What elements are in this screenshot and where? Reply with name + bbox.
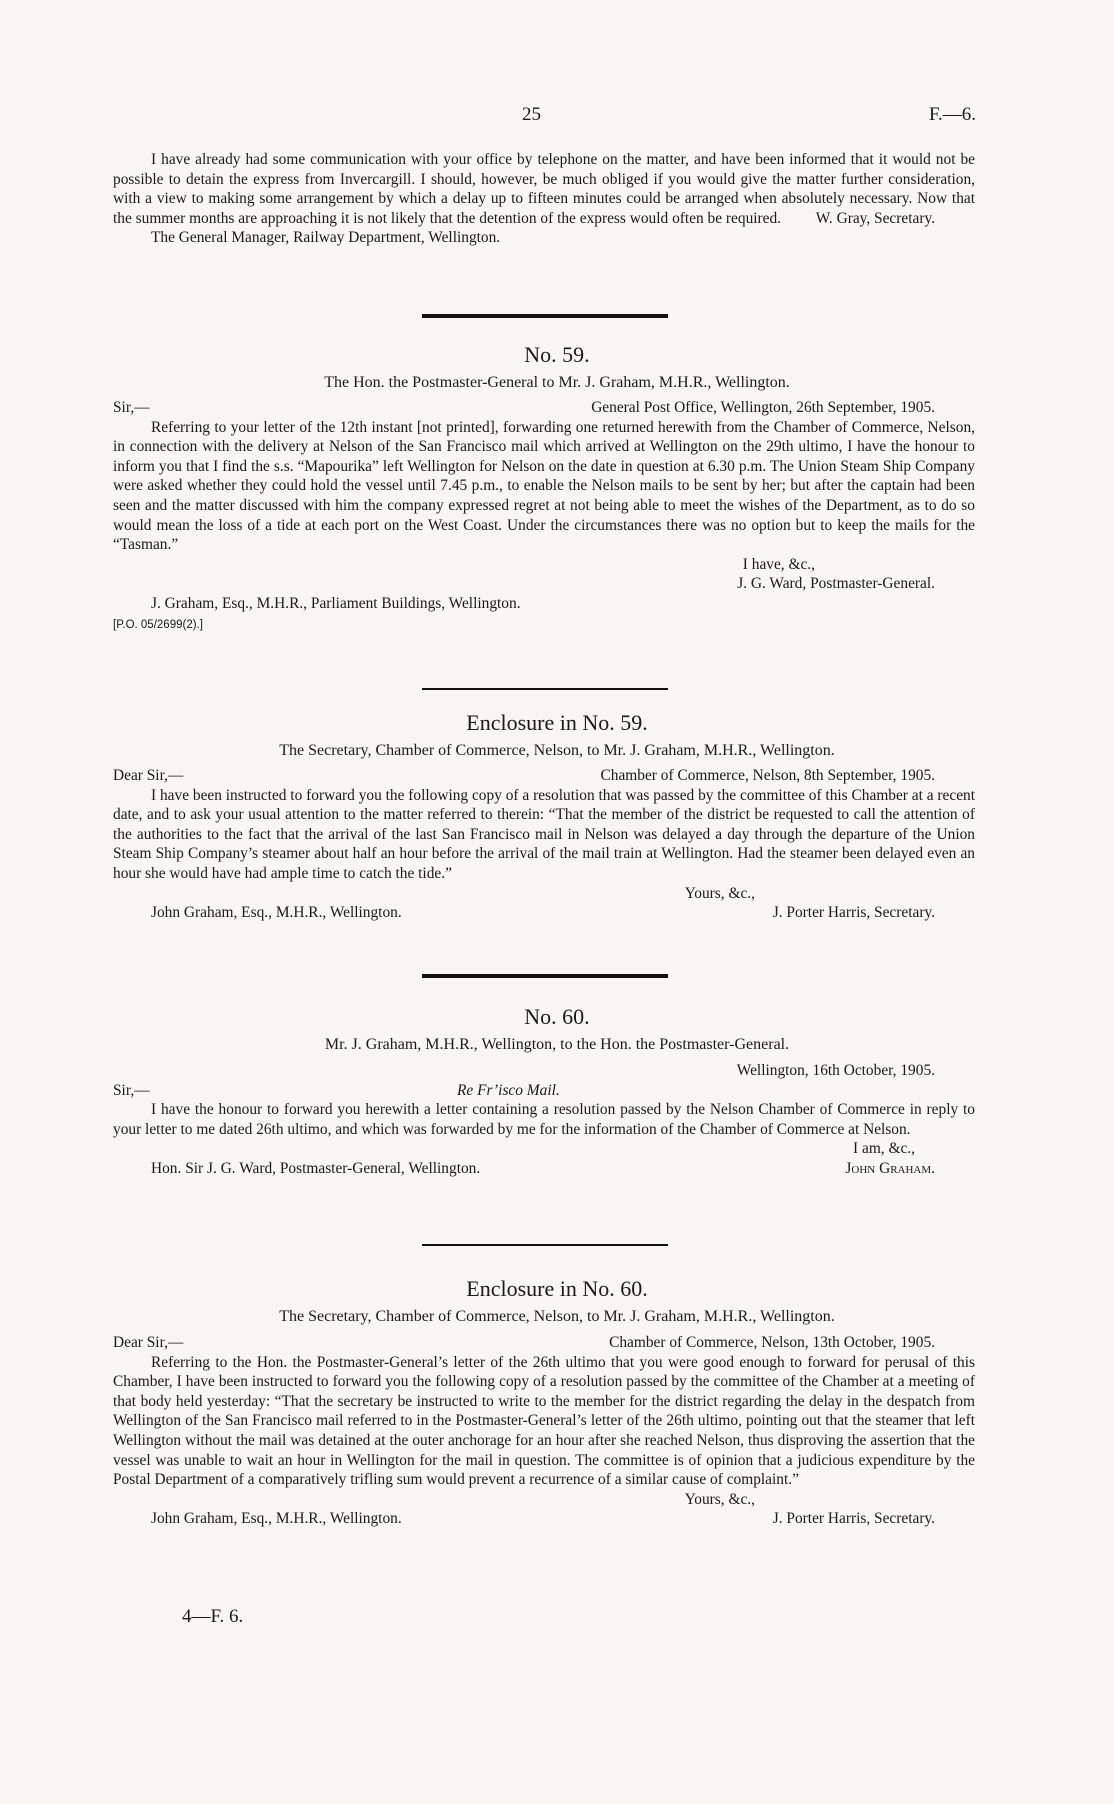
addressee: J. Graham, Esq., M.H.R., Parliament Buildings, Wellington.: [151, 594, 521, 612]
page-header: [0, 104, 1114, 130]
section-divider: [422, 1244, 668, 1246]
document-reference: F.—6.: [928, 104, 976, 125]
letter-no-60: [113, 1061, 975, 1179]
body-paragraph: I have already had some communication with your office by telephone on the matter, and have been informed that it would not be possible to detain the express from Invercargill. I should, however, be much obliged if you would give the matter further consideration, with a view to making some arrangement by which a delay up to fifteen minutes could be arranged when absolutely necessary. Now that the summer months are approaching it is not likely that the detention of the express would often be required.: [113, 151, 975, 227]
signature: J. Porter Harris, Secretary.: [772, 904, 935, 922]
place-date: Chamber of Commerce, Nelson, 13th October, 1905.: [609, 1334, 935, 1351]
addressee: The General Manager, Railway Department, Wellington.: [151, 229, 501, 247]
letter-no-59: [113, 398, 975, 630]
salutation: Sir,—: [113, 399, 150, 416]
place-date: General Post Office, Wellington, 26th September, 1905.: [591, 399, 935, 416]
addressee: Hon. Sir J. G. Ward, Postmaster-General, Wellington.: [151, 1159, 481, 1177]
letter-caption: The Secretary, Chamber of Commerce, Nelson, to Mr. J. Graham, M.H.R., Wellington.: [279, 742, 835, 759]
body-paragraph: I have the honour to forward you herewith a letter containing a resolution passed by the Nelson Chamber of Commerce in reply to your letter to me dated 26th ultimo, and which was forwarded by me for the information of the Chamber of Commerce at Nelson.: [113, 1101, 975, 1138]
signature: J. G. Ward, Postmaster-General.: [737, 575, 935, 593]
letter-caption: The Hon. the Postmaster-General to Mr. J. Graham, M.H.R., Wellington.: [324, 374, 790, 391]
letter-title: No. 60.: [524, 1004, 590, 1029]
enclosure-title: Enclosure in No. 59.: [466, 710, 648, 735]
body-paragraph: I have been instructed to forward you the following copy of a resolution that was passed by the committee of this Chamber at a recent date, and to ask your usual attention to the matter referred to therein: “That the member of the district be requested to call the attention of the authorities to the fact that the arrival of the last San Francisco mail in Nelson was delayed a day through the departure of the Union Steam Ship Company’s steamer about half an hour before the arrival of the mail train at Wellington. Had the steamer been delayed even an hour she would have had ample time to catch the tide.”: [113, 786, 976, 882]
enclosure-title: Enclosure in No. 60.: [466, 1276, 648, 1301]
letter-caption: The Secretary, Chamber of Commerce, Nelson, to Mr. J. Graham, M.H.R., Wellington.: [279, 1308, 835, 1325]
salutation: Dear Sir,—: [113, 1334, 184, 1351]
place-date: Chamber of Commerce, Nelson, 8th September, 1905.: [600, 767, 935, 784]
closing: I am, &c.,: [853, 1140, 915, 1158]
enclosure-no-60: [113, 1333, 975, 1529]
signature-mark: 4—F. 6.: [182, 1606, 244, 1627]
signature: John Graham.: [845, 1159, 935, 1177]
addressee: John Graham, Esq., M.H.R., Wellington.: [151, 1510, 402, 1528]
file-reference: [P.O. 05/2699(2).]: [113, 618, 203, 631]
closing: Yours, &c.,: [684, 884, 755, 902]
body-paragraph: Referring to your letter of the 12th instant [not printed], forwarding one returned herewith from the Chamber of Commerce, Nelson, in connection with the delivery at Nelson of the San Francisco mail which arrived at Wellington on the 29th ultimo, I have the honour to inform you that I find the s.s. “Mapourika” left Wellington for Nelson on the date in question at 6.30 p.m. The Union Steam Ship Company were asked whether they could hold the vessel until 7.45 p.m., to enable the Nelson mails to be sent by her; but after the captain had been seen and the matter discussed with him the company expressed regret at not being able to meet the wishes of the Department, as to do so would mean the loss of a tide at each port on the West Coast. Under the circumstances there was no option but to keep the mails for the “Tasman.”: [113, 418, 975, 554]
section-divider: [422, 688, 668, 690]
salutation: Sir,—: [113, 1081, 150, 1099]
page-number: 25: [522, 104, 541, 125]
enclosure-no-59: [113, 766, 975, 923]
closing: Yours, &c.,: [684, 1490, 755, 1508]
salutation: Dear Sir,—: [113, 767, 184, 784]
closing: I have, &c.,: [742, 555, 815, 573]
place-date: Wellington, 16th October, 1905.: [736, 1062, 935, 1079]
section-divider: [422, 314, 668, 318]
letter-continuation: [113, 150, 975, 248]
section-divider: [422, 974, 668, 978]
letter-title: No. 59.: [524, 342, 590, 367]
letter-caption: Mr. J. Graham, M.H.R., Wellington, to the Hon. the Postmaster-General.: [324, 1036, 790, 1053]
subject-line: Re Fr’isco Mail.: [457, 1081, 560, 1099]
signature: J. Porter Harris, Secretary.: [772, 1510, 935, 1528]
body-paragraph: Referring to the Hon. the Postmaster-General’s letter of the 26th ultimo that you were good enough to forward for perusal of this Chamber, I have been instructed to forward you the following copy of a resolution passed by the committee of the Chamber at a meeting of that body held yesterday: “That the secretary be instructed to write to the member for the district regarding the delay in the despatch from Wellington of the San Francisco mail referred to in the Postmaster-General’s letter of the 26th ultimo, pointing out that the steamer that left Wellington without the mail was detained at the outer anchorage for an hour after she reached Nelson, thus disproving the assertion that the vessel was unable to wait an hour in Wellington for the mail in question. The committee is of opinion that a judicious expenditure by the Postal Department of a comparatively trifling sum would prevent a recurrence of a similar cause of complaint.”: [113, 1353, 975, 1489]
signature: W. Gray, Secretary.: [815, 209, 935, 227]
addressee: John Graham, Esq., M.H.R., Wellington.: [151, 904, 402, 922]
